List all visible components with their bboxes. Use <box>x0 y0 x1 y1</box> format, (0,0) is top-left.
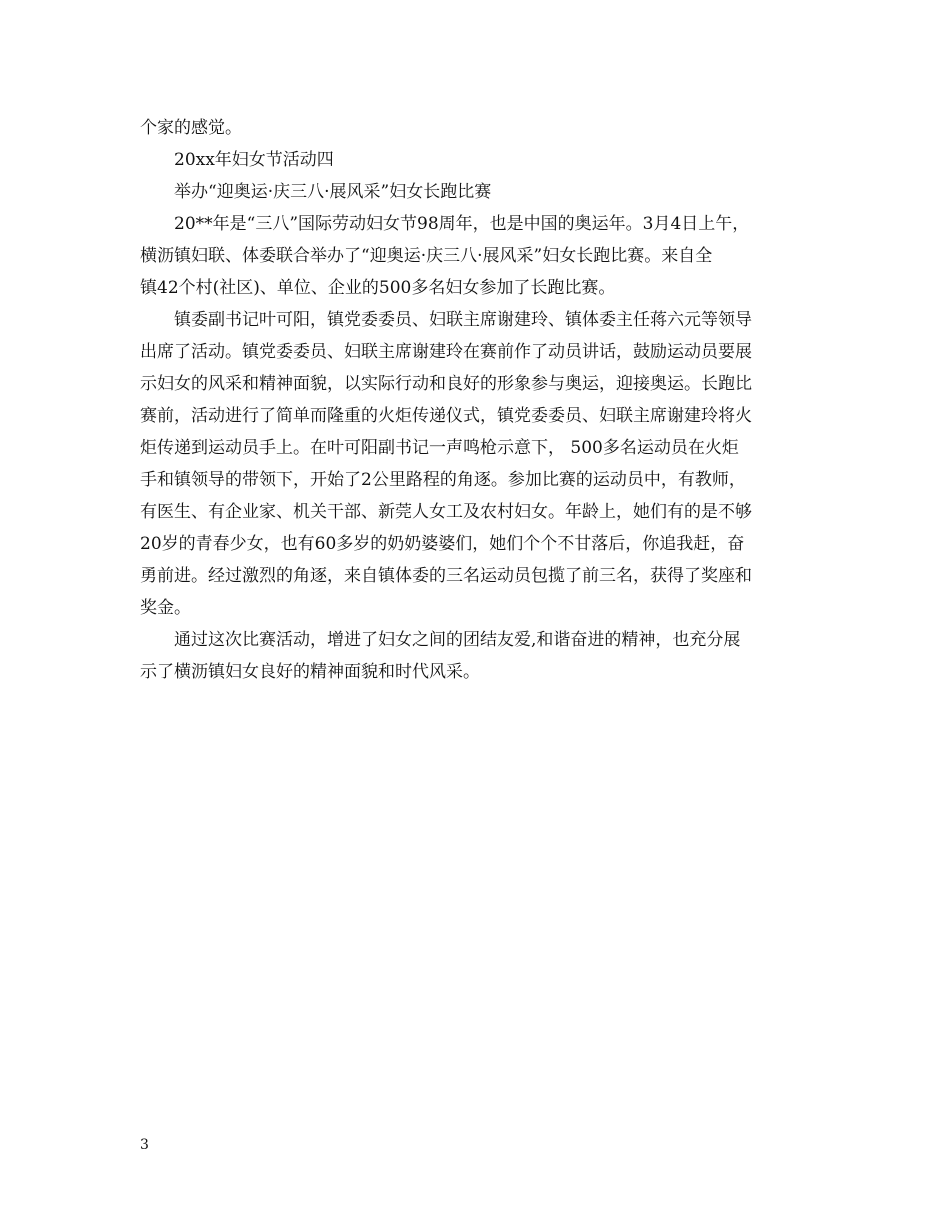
page-number: 3 <box>140 1137 149 1153</box>
text-line: 赛前，活动进行了简单而隆重的火炬传递仪式，镇党委委员、妇联主席谢建玲将火 <box>140 406 752 426</box>
text-line: 横沥镇妇联、体委联合举办了“迎奥运·庆三八·展风采”妇女长跑比赛。来自全 <box>140 246 713 266</box>
section-heading: 20xx年妇女节活动四 <box>174 150 334 170</box>
text-line: 示妇女的风采和精神面貌，以实际行动和良好的形象参与奥运，迎接奥运。长跑比 <box>140 374 752 394</box>
text-line: 通过这次比赛活动，增进了妇女之间的团结友爱,和谐奋进的精神，也充分展 <box>174 630 741 650</box>
text-line: 个家的感觉。 <box>140 118 242 138</box>
text-line: 20岁的青春少女，也有60多岁的奶奶婆婆们，她们个个不甘落后，你追我赶，奋 <box>140 534 745 554</box>
text-line: 勇前进。经过激烈的角逐，来自镇体委的三名运动员包揽了前三名，获得了奖座和 <box>140 566 752 586</box>
text-line: 炬传递到运动员手上。在叶可阳副书记一声鸣枪示意下， 500多名运动员在火炬 <box>140 438 739 458</box>
event-title: 举办“迎奥运·庆三八·展风采”妇女长跑比赛 <box>174 182 492 202</box>
text-line: 示了横沥镇妇女良好的精神面貌和时代风采。 <box>140 662 480 682</box>
document-body <box>140 112 820 688</box>
text-line: 有医生、有企业家、机关干部、新莞人女工及农村妇女。年龄上，她们有的是不够 <box>140 502 752 522</box>
text-line: 镇42个村(社区)、单位、企业的500多名妇女参加了长跑比赛。 <box>140 278 616 298</box>
text-line: 手和镇领导的带领下，开始了2公里路程的角逐。参加比赛的运动员中，有教师， <box>140 470 746 490</box>
text-line: 奖金。 <box>140 598 191 618</box>
text-line: 出席了活动。镇党委委员、妇联主席谢建玲在赛前作了动员讲话，鼓励运动员要展 <box>140 342 752 362</box>
text-line: 镇委副书记叶可阳，镇党委委员、妇联主席谢建玲、镇体委主任蒋六元等领导 <box>174 310 752 330</box>
text-line: 20**年是“三八”国际劳动妇女节98周年，也是中国的奥运年。3月4日上午， <box>174 214 750 234</box>
